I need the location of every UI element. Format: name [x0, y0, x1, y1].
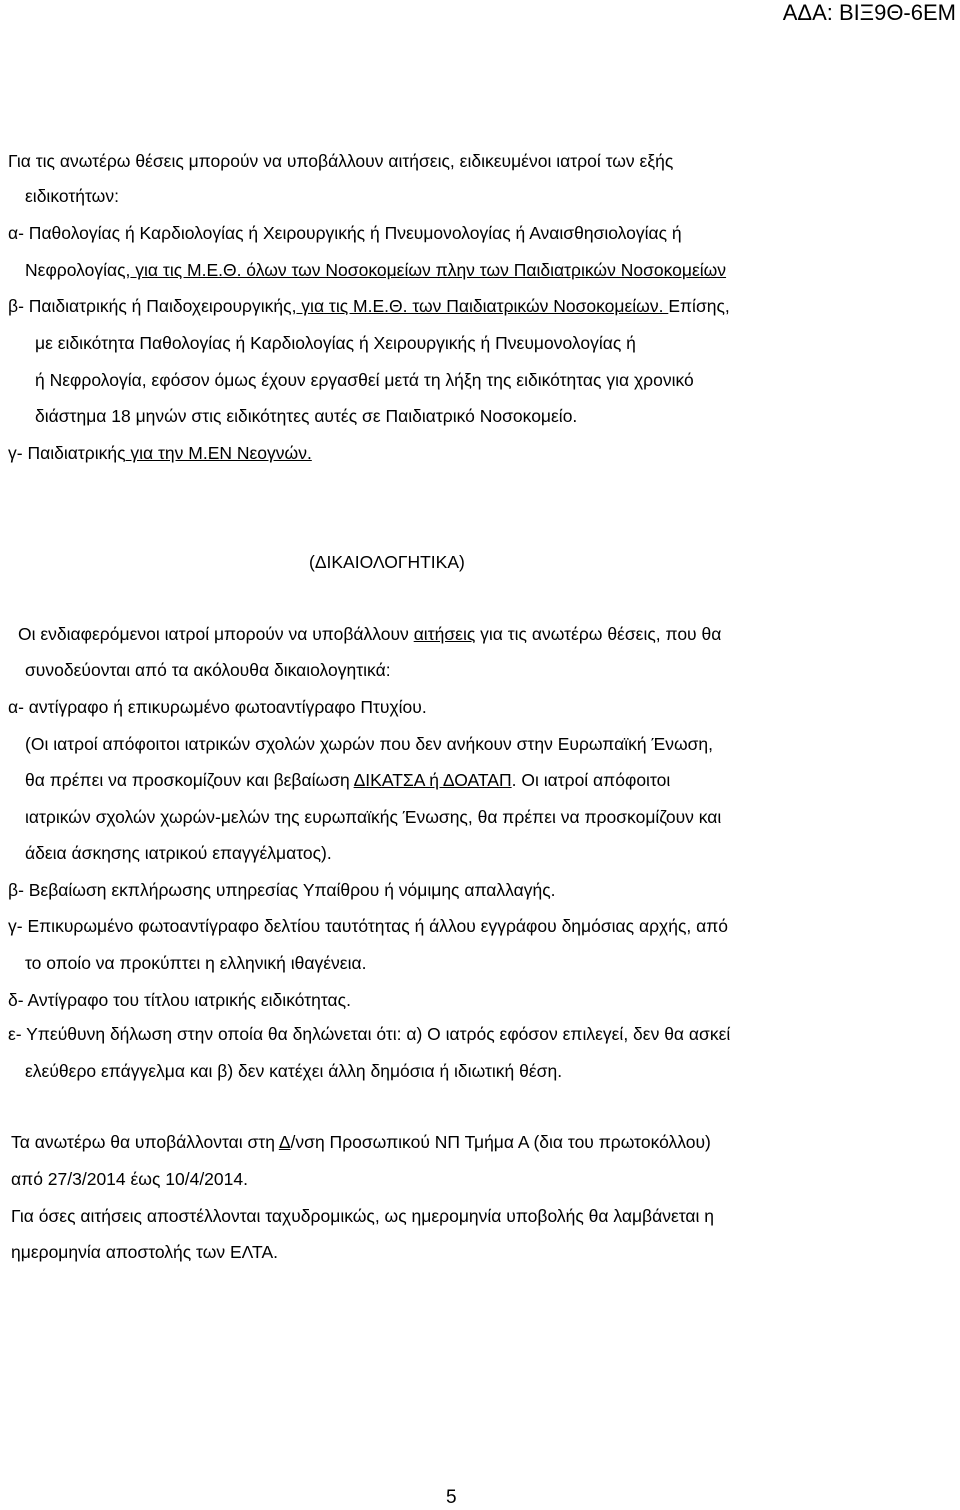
submission-text: Τα ανωτέρω θα υποβάλλονται στη: [11, 1132, 279, 1152]
submission-line-4: ημερομηνία αποστολής των ΕΛΤΑ.: [11, 1242, 278, 1262]
documents-intro-line-1: [18, 623, 721, 645]
document-c-line-2: το οποίο να προκύπτει η ελληνική ιθαγένεια.: [25, 953, 367, 973]
documents-title: (ΔΙΚΑΙΟΛΟΓΗΤΙΚΑ): [309, 552, 465, 572]
specialty-c-line-1: [8, 442, 312, 464]
specialty-b-line-4: διάστημα 18 μηνών στις ειδικότητες αυτές σε Παιδιατρικό Νοσοκομείο.: [35, 406, 578, 426]
documents-intro-underlined: αιτήσεις: [413, 624, 476, 644]
document-a-line-3: [25, 769, 670, 791]
specialty-a-text: Νεφρολογίας,: [25, 260, 131, 280]
specialty-b-underlined: για τις Μ.Ε.Θ. των Παιδιατρικών Νοσοκομείων.: [296, 296, 669, 316]
document-a-underlined: ΔΙΚΑΤΣΑ ή ΔΟΑΤΑΠ: [353, 770, 512, 790]
specialty-b-tail: Επίσης,: [668, 296, 730, 316]
documents-intro-text: Οι ενδιαφερόμενοι ιατροί μπορούν να υποβάλλουν: [18, 624, 414, 644]
document-a-text: θα πρέπει να προσκομίζουν και βεβαίωση: [25, 770, 354, 790]
ada-code: ΑΔΑ: ΒΙΞ9Θ-6ΕΜ: [782, 0, 956, 25]
specialty-a-underlined: για τις Μ.Ε.Θ. όλων των Νοσοκομείων πλην των Παιδιατρικών Νοσοκομείων: [130, 260, 727, 280]
document-c-line-1: γ- Επικυρωμένο φωτοαντίγραφο δελτίου ταυτότητας ή άλλου εγγράφου δημόσιας αρχής, από: [8, 916, 729, 936]
document-a-tail: . Οι ιατροί απόφοιτοι: [511, 770, 671, 790]
specialty-b-text: β- Παιδιατρικής ή Παιδοχειρουργικής,: [8, 296, 297, 316]
document-a-line-1: α- αντίγραφο ή επικυρωμένο φωτοαντίγραφο Πτυχίου.: [8, 697, 427, 717]
specialty-b-line-2: με ειδικότητα Παθολογίας ή Καρδιολογίας ή Χειρουργικής ή Πνευμονολογίας ή: [35, 333, 636, 353]
specialty-b-line-3: ή Νεφρολογία, εφόσον όμως έχουν εργασθεί μετά τη λήξη της ειδικότητας για χρονικό: [35, 370, 694, 390]
specialty-b-line-1: [8, 295, 730, 317]
document-b-line-1: β- Βεβαίωση εκπλήρωσης υπηρεσίας Υπαίθρου ή νόμιμης απαλλαγής.: [8, 880, 556, 900]
document-d-line-1: δ- Αντίγραφο του τίτλου ιατρικής ειδικότητας.: [8, 990, 351, 1010]
documents-intro-line-2: συνοδεύονται από τα ακόλουθα δικαιολογητικά:: [25, 660, 391, 680]
specialty-a-line-2: [25, 259, 726, 281]
document-e-line-2: ελεύθερο επάγγελμα και β) δεν κατέχει άλλη δημόσια ή ιδιωτική θέση.: [25, 1061, 563, 1081]
document-a-line-4: ιατρικών σχολών χωρών-μελών της ευρωπαϊκής Ένωσης, θα πρέπει να προσκομίζουν και: [25, 807, 722, 827]
intro-line-2: ειδικοτήτων:: [25, 186, 119, 206]
page-number: 5: [446, 1487, 457, 1508]
specialty-a-line-1: α- Παθολογίας ή Καρδιολογίας ή Χειρουργικής ή Πνευμονολογίας ή Αναισθησιολογίας ή: [8, 223, 682, 243]
submission-line-3: Για όσες αιτήσεις αποστέλλονται ταχυδρομικώς, ως ημερομηνία υποβολής θα λαμβάνεται η: [11, 1206, 715, 1226]
intro-line-1: Για τις ανωτέρω θέσεις μπορούν να υποβάλλουν αιτήσεις, ειδικευμένοι ιατροί των εξής: [8, 151, 674, 171]
document-a-line-5: άδεια άσκησης ιατρικού επαγγέλματος).: [25, 843, 332, 863]
document-a-line-2: (Οι ιατροί απόφοιτοι ιατρικών σχολών χωρών που δεν ανήκουν στην Ευρωπαϊκή Ένωση,: [25, 734, 714, 754]
submission-line-2: από 27/3/2014 έως 10/4/2014.: [11, 1169, 248, 1189]
submission-underlined: Δ: [278, 1132, 291, 1152]
submission-line-1: [11, 1131, 711, 1153]
specialty-c-underlined: για την Μ.ΕΝ Νεογνών.: [125, 443, 312, 463]
specialty-c-text: γ- Παιδιατρικής: [8, 443, 126, 463]
documents-intro-tail: για τις ανωτέρω θέσεις, που θα: [475, 624, 722, 644]
submission-tail: /νση Προσωπικού ΝΠ Τμήμα Α (δια του πρωτοκόλλου): [290, 1132, 711, 1152]
document-e-line-1: ε- Υπεύθυνη δήλωση στην οποία θα δηλώνεται ότι: α) Ο ιατρός εφόσον επιλεγεί, δεν θα ασκεί: [8, 1024, 731, 1044]
